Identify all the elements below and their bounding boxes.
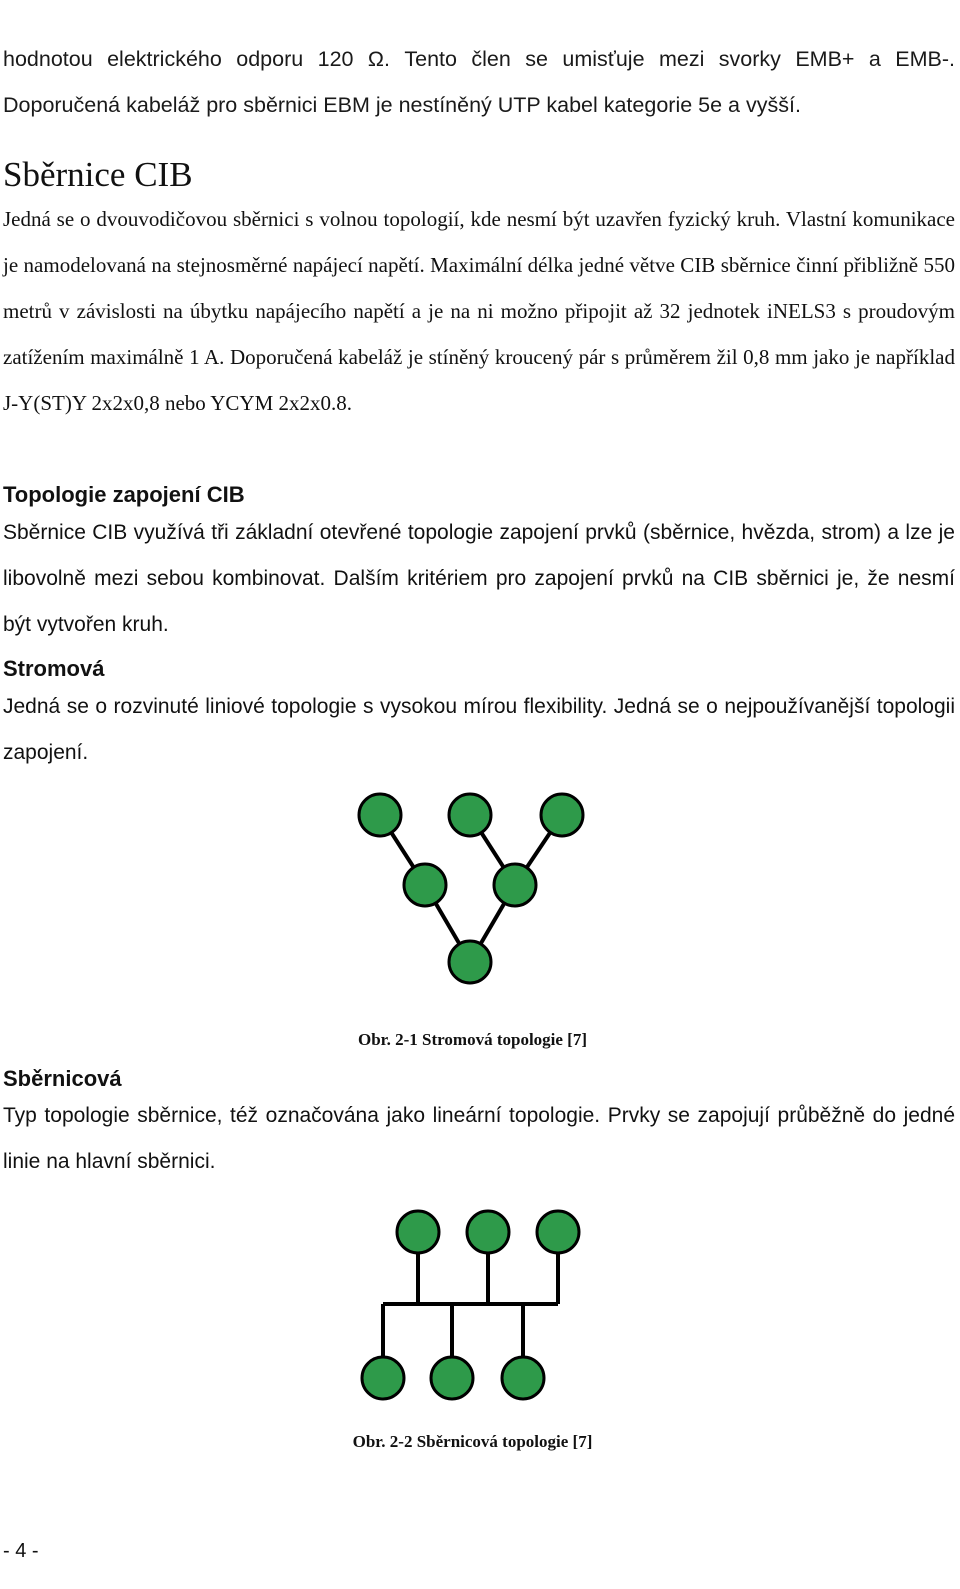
bus-node <box>431 1357 473 1399</box>
tree-node <box>404 864 446 906</box>
bus-node <box>397 1211 439 1253</box>
bus-paragraph: Typ topologie sběrnice, též označována jako lineární topologie. Prvky se zapojují průběžně do jedné linie na hlavní sběrnici. <box>3 1104 955 1173</box>
tree-node <box>494 864 536 906</box>
tree-topology-diagram <box>340 780 610 1020</box>
tree-node <box>449 794 491 836</box>
topology-paragraph: Sběrnice CIB využívá tři základní otevřené topologie zapojení prvků (sběrnice, hvězda, strom) a lze je libovolně mezi sebou kombinovat. Dalším kritériem pro zapojení prvků na CIB sběrnici je, že nesmí být vytvořen kruh. <box>3 521 955 636</box>
bus-node <box>362 1357 404 1399</box>
tree-paragraph: Jedná se o rozvinuté liniové topologie s vysokou mírou flexibility. Jedná se o nejpoužívanější topologii zapojení. <box>3 695 955 764</box>
tree-node <box>541 794 583 836</box>
tree-node <box>359 794 401 836</box>
bus-node <box>502 1357 544 1399</box>
heading-sbernice-cib: Sběrnice CIB <box>3 155 193 194</box>
bus-figure-caption: Obr. 2-2 Sběrnicová topologie [7] <box>352 1432 593 1451</box>
heading-topologie: Topologie zapojení CIB <box>3 482 245 507</box>
heading-stromova: Stromová <box>3 656 105 681</box>
bus-node <box>537 1211 579 1253</box>
tree-node <box>449 941 491 983</box>
cib-paragraph: Jedná se o dvouvodičovou sběrnici s volnou topologií, kde nesmí být uzavřen fyzický kruh. Vlastní komunikace je namodelovaná na stejnosměrné napájecí napětí. Maximální délka jedné větve CIB sběrnice činní přibližně 550 metrů v závislosti na úbytku napájecího napětí a je na ni možno připojit až 32 jednotek iNELS3 s proudovým zatížením maximálně 1 A. Doporučená kabeláž je stíněný kroucený pár s průměrem žil 0,8 mm jako je například J-Y(ST)Y 2x2x0,8 nebo YCYM 2x2x0.8. <box>3 207 955 415</box>
bus-node <box>467 1211 509 1253</box>
intro-paragraph: hodnotou elektrického odporu 120 Ω. Tento člen se umisťuje mezi svorky EMB+ a EMB-. Doporučená kabeláž pro sběrnici EBM je nestíněný UTP kabel kategorie 5e a vyšší. <box>3 47 955 117</box>
bus-topology-diagram <box>350 1200 590 1410</box>
tree-figure-caption: Obr. 2-1 Stromová topologie [7] <box>357 1030 588 1049</box>
page-number: - 4 - <box>3 1540 39 1562</box>
heading-sbernicova: Sběrnicová <box>3 1066 122 1091</box>
